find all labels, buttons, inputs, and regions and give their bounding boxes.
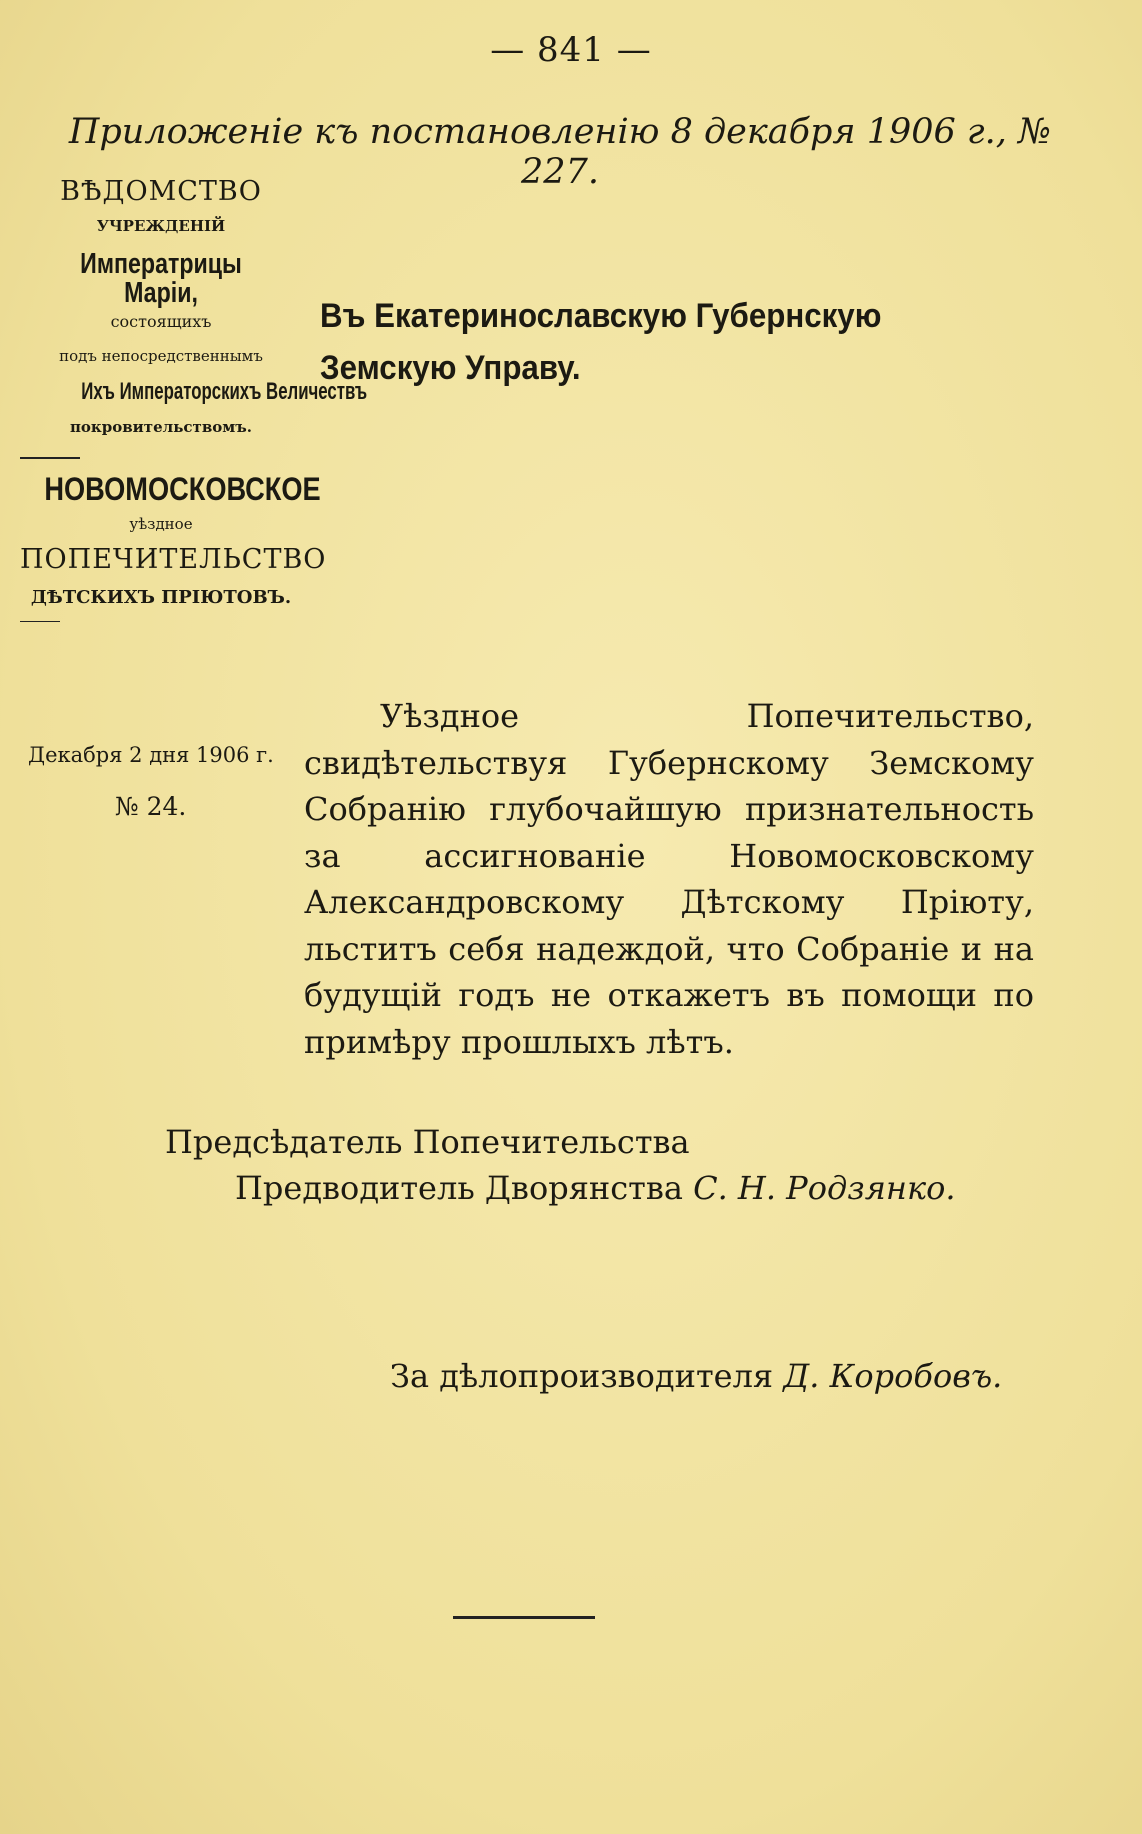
chair-title: Предсѣдатель Попечительства (165, 1123, 690, 1161)
clerk-role: За дѣлопроизводителя (390, 1357, 774, 1395)
sender-under: подъ непосредственнымъ (59, 347, 263, 365)
letter-number: № 24. (115, 792, 187, 821)
sender-district-name: НОВОМОСКОВСКОЕ (44, 471, 321, 507)
letter-body (304, 693, 1034, 1065)
sender-district: уѣздное (129, 515, 193, 533)
body-paragraph: Уѣздное Попечительство, свидѣтельствуя Губернскому Земскому Собранію глубочайшую признательность за ассигнованіе Новомосковскому Александровскому Дѣтскому Пріюту, льститъ себя надеждой, что Собраніе и на будущій годъ не откажетъ въ помощи по примѣру прошлыхъ лѣтъ. (304, 697, 1034, 1061)
sender-letterhead (20, 176, 368, 622)
sender-empress: Императрицы Маріи, (80, 248, 242, 309)
sender-patronage: покровительствомъ. (69, 418, 253, 436)
sender-majesties: Ихъ Императорскихъ Величествъ (81, 378, 368, 405)
letter-date: Декабря 2 дня 1906 г. (28, 743, 274, 767)
appendix-title: Приложеніе къ постановленію 8 декабря 1906 г., № 227. (68, 112, 1052, 192)
sender-department: ВѢДОМСТВО (60, 176, 262, 207)
clerk-signature (390, 1357, 1002, 1395)
recipient-address: Въ Екатеринославскую Губернскую Земскую Управу. (320, 297, 882, 387)
end-divider (453, 1616, 595, 1619)
divider (20, 621, 60, 622)
clerk-name: Д. Коробовъ. (783, 1357, 1003, 1395)
chair-signature (235, 1169, 956, 1207)
chair-role: Предводитель Дворянства (235, 1169, 683, 1207)
chair-name: С. Н. Родзянко. (693, 1169, 956, 1207)
sender-consisting: состоящихъ (110, 312, 212, 331)
sender-institutions: УЧРЕЖДЕНІЙ (96, 217, 226, 235)
divider (20, 457, 80, 459)
sender-trusteeship: ПОПЕЧИТЕЛЬСТВО (20, 544, 327, 575)
sender-orphanages: ДѢТСКИХЪ ПРІЮТОВЪ. (30, 587, 292, 608)
page-number: — 841 — (490, 30, 652, 70)
